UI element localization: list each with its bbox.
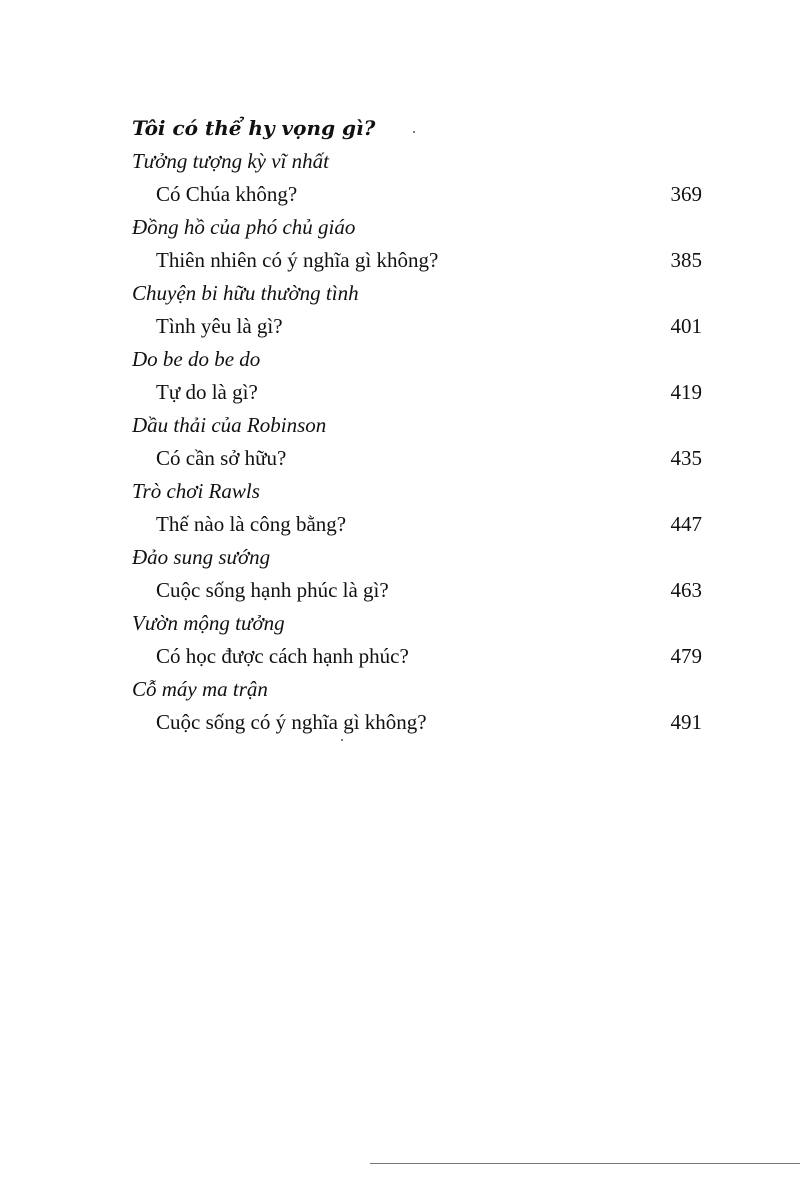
question-text: Thế nào là công bằng? <box>156 512 347 536</box>
page-number: 385 <box>670 248 702 272</box>
chapter-title: Dầu thải của Robinson <box>132 413 327 437</box>
toc-entry <box>132 541 702 607</box>
table-of-contents <box>132 112 702 739</box>
page-number: 463 <box>670 578 702 602</box>
question-text: Có cần sở hữu? <box>156 446 287 470</box>
page-number: 479 <box>670 644 702 668</box>
page-number: 491 <box>670 710 702 734</box>
chapter-title: Trò chơi Rawls <box>132 479 260 503</box>
question-row <box>132 178 702 211</box>
question-text: Có Chúa không? <box>156 182 298 206</box>
toc-entry <box>132 277 702 343</box>
page-number: 369 <box>670 182 702 206</box>
question-text: Cuộc sống có ý nghĩa gì không? <box>156 710 427 734</box>
chapter-title: Cỗ máy ma trận <box>132 677 268 701</box>
chapter-title: Do be do be do <box>132 347 261 371</box>
scan-edge-line <box>370 1163 800 1164</box>
toc-entry <box>132 607 702 673</box>
toc-entry <box>132 673 702 739</box>
question-row <box>132 376 702 409</box>
question-row <box>132 508 702 541</box>
question-row <box>132 706 702 739</box>
page-number: 435 <box>670 446 702 470</box>
chapter-title: Chuyện bi hữu thường tình <box>132 281 359 305</box>
question-row <box>132 244 702 277</box>
question-text: Tự do là gì? <box>156 380 258 404</box>
page-number: 447 <box>670 512 702 536</box>
toc-entry <box>132 145 702 211</box>
scan-speck <box>341 739 343 741</box>
question-text: Cuộc sống hạnh phúc là gì? <box>156 578 389 602</box>
question-text: Có học được cách hạnh phúc? <box>156 644 409 668</box>
question-row <box>132 442 702 475</box>
toc-entry <box>132 475 702 541</box>
chapter-title: Đồng hồ của phó chủ giáo <box>132 215 356 239</box>
page-number: 419 <box>670 380 702 404</box>
chapter-title: Tưởng tượng kỳ vĩ nhất <box>132 149 329 173</box>
question-row <box>132 310 702 343</box>
question-row <box>132 640 702 673</box>
scan-speck <box>413 131 415 133</box>
question-row <box>132 574 702 607</box>
question-text: Thiên nhiên có ý nghĩa gì không? <box>156 248 439 272</box>
toc-entry <box>132 211 702 277</box>
page-number: 401 <box>670 314 702 338</box>
toc-entry <box>132 409 702 475</box>
question-text: Tình yêu là gì? <box>156 314 283 338</box>
section-heading: Tôi có thể hy vọng gì? <box>132 116 376 140</box>
toc-entry <box>132 343 702 409</box>
chapter-title: Vườn mộng tưởng <box>132 611 285 635</box>
chapter-title: Đảo sung sướng <box>132 545 271 569</box>
